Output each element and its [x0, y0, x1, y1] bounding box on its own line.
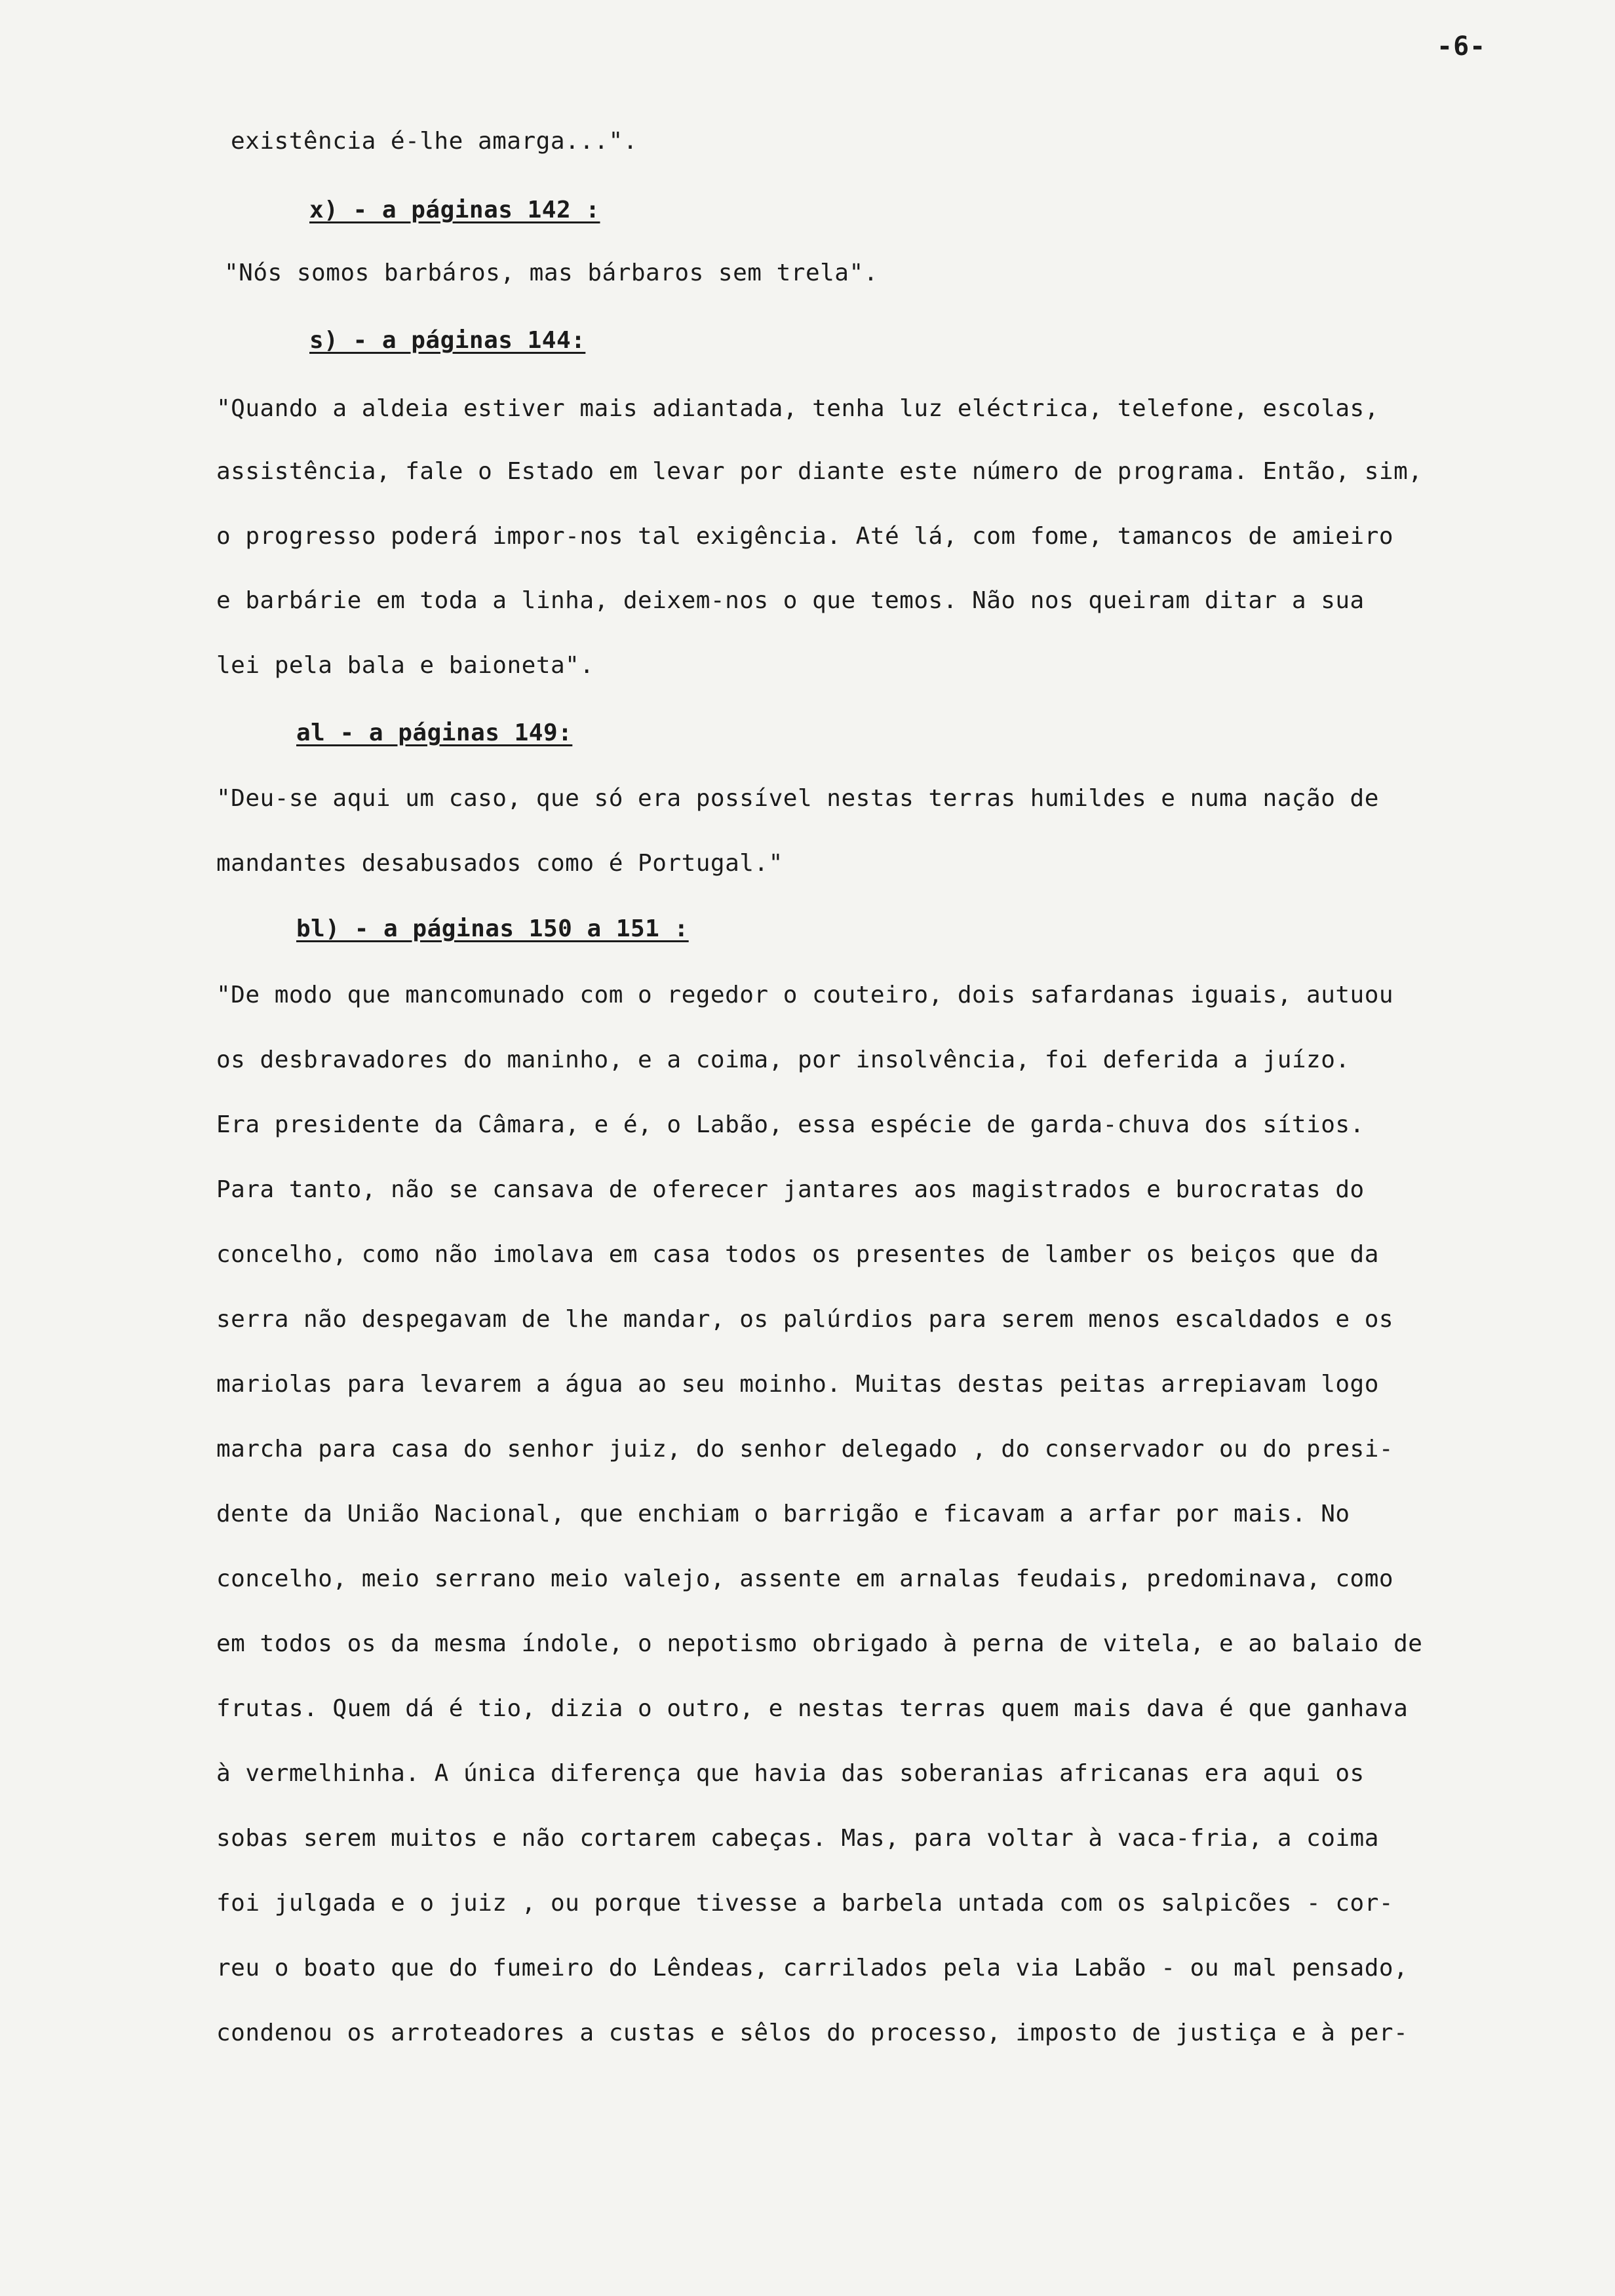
text-line: sobas serem muitos e não cortarem cabeças. Mas, para voltar à vaca-fria, a coima: [216, 1825, 1379, 1852]
text-line: e barbárie em toda a linha, deixem-nos o que temos. Não nos queiram ditar a sua: [216, 587, 1365, 614]
text-line: concelho, meio serrano meio valejo, assente em arnalas feudais, predominava, como: [216, 1565, 1394, 1592]
text-line: à vermelhinha. A única diferença que havia das soberanias africanas era aqui os: [216, 1760, 1365, 1787]
text-line: assistência, fale o Estado em levar por diante este número de programa. Então, sim,: [216, 458, 1423, 485]
text-line: foi julgada e o juiz , ou porque tivesse a barbela untada com os salpicões - cor-: [216, 1890, 1394, 1917]
text-line: o progresso poderá impor-nos tal exigência. Até lá, com fome, tamancos de amieiro: [216, 523, 1394, 550]
text-line: condenou os arroteadores a custas e sêlos do processo, imposto de justiça e à per-: [216, 2019, 1409, 2046]
section-heading: al - a páginas 149:: [296, 719, 573, 746]
section-heading: bl) - a páginas 150 a 151 :: [296, 915, 689, 942]
text-line: lei pela bala e baioneta".: [216, 652, 594, 679]
text-line: frutas. Quem dá é tio, dizia o outro, e nestas terras quem mais dava é que ganhava: [216, 1695, 1409, 1722]
text-line: concelho, como não imolava em casa todos os presentes de lamber os beiços que da: [216, 1241, 1379, 1268]
text-line: reu o boato que do fumeiro do Lêndeas, carrilados pela via Labão - ou mal pensado,: [216, 1955, 1409, 1981]
section-heading: x) - a páginas 142 :: [309, 197, 600, 223]
text-line: serra não despegavam de lhe mandar, os palúrdios para serem menos escaldados e os: [216, 1306, 1394, 1333]
page-number: -6-: [1437, 31, 1487, 62]
text-line: existência é-lhe amarga...".: [231, 128, 638, 155]
text-line: "De modo que mancomunado com o regedor o couteiro, dois safardanas iguais, autuou: [216, 982, 1394, 1008]
text-line: mariolas para levarem a água ao seu moinho. Muitas destas peitas arrepiavam logo: [216, 1371, 1379, 1398]
text-line: Para tanto, não se cansava de oferecer jantares aos magistrados e burocratas do: [216, 1176, 1365, 1203]
text-line: marcha para casa do senhor juiz, do senhor delegado , do conservador ou do presi-: [216, 1436, 1394, 1463]
text-line: em todos os da mesma índole, o nepotismo obrigado à perna de vitela, e ao balaio de: [216, 1630, 1423, 1657]
text-line: "Nós somos barbáros, mas bárbaros sem trela".: [224, 259, 878, 286]
text-line: Era presidente da Câmara, e é, o Labão, essa espécie de garda-chuva dos sítios.: [216, 1111, 1365, 1138]
section-heading: s) - a páginas 144:: [309, 327, 586, 354]
text-line: dente da União Nacional, que enchiam o barrigão e ficavam a arfar por mais. No: [216, 1501, 1350, 1527]
text-line: "Quando a aldeia estiver mais adiantada, tenha luz eléctrica, telefone, escolas,: [216, 395, 1379, 422]
text-line: "Deu-se aqui um caso, que só era possível nestas terras humildes e numa nação de: [216, 785, 1379, 812]
text-line: mandantes desabusados como é Portugal.": [216, 850, 783, 877]
text-line: os desbravadores do maninho, e a coima, por insolvência, foi deferida a juízo.: [216, 1046, 1350, 1073]
